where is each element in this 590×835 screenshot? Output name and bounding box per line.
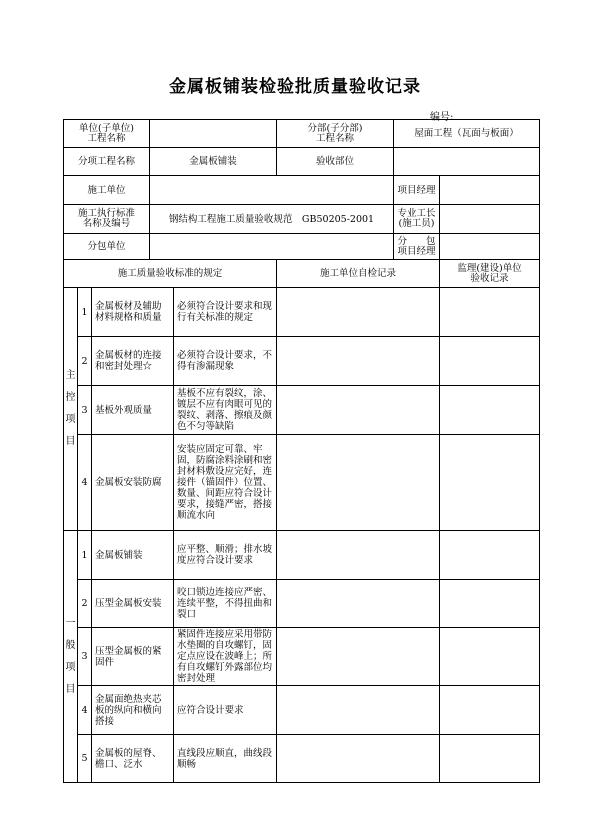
section-label-char: 一 bbox=[65, 617, 76, 629]
sub-division-project-name-field[interactable]: 屋面工程（瓦面与板面） bbox=[394, 120, 540, 148]
main-item-self-check-field[interactable] bbox=[277, 386, 440, 435]
foreman-field[interactable] bbox=[440, 205, 540, 234]
main-item-number: 3 bbox=[78, 386, 92, 435]
standard-name-label: 施工执行标准 名称及编号 bbox=[64, 205, 150, 234]
acceptance-part-label: 验收部位 bbox=[277, 148, 394, 176]
main-item-supervisor-field[interactable] bbox=[440, 435, 540, 531]
section-label-char: 目 bbox=[65, 683, 76, 695]
construction-unit-label: 施工单位 bbox=[64, 176, 150, 205]
main-item-name: 基板外观质量 bbox=[92, 386, 174, 435]
subcontract-unit-field[interactable] bbox=[150, 234, 394, 260]
sub-division-project-name-label: 分部(子分部) 工程名称 bbox=[277, 120, 394, 148]
main-item-requirement: 安装应固定可靠、牢固，防腐涂料涂刷和密封材料敷设应完好，连接件（锚固件）位置、数量、间距应符合设计要求，接缝严密，搭接顺流水向 bbox=[174, 435, 277, 531]
main-item-supervisor-field[interactable] bbox=[440, 288, 540, 337]
unit-project-name-field[interactable] bbox=[150, 120, 277, 148]
project-manager-label: 项目经理 bbox=[394, 176, 440, 205]
general-item-supervisor-field[interactable] bbox=[440, 531, 540, 580]
document-number-label: 编号: bbox=[430, 112, 454, 123]
general-item-number: 5 bbox=[78, 735, 92, 783]
foreman-label: 专业工长 (施工员) bbox=[394, 205, 440, 234]
main-item-name: 金属板材及辅助材料规格和质量 bbox=[92, 288, 174, 337]
unit-project-name-label: 单位(子单位) 工程名称 bbox=[64, 120, 150, 148]
general-item-self-check-field[interactable] bbox=[277, 628, 440, 686]
general-item-supervisor-field[interactable] bbox=[440, 735, 540, 783]
main-item-self-check-field[interactable] bbox=[277, 337, 440, 386]
general-item-number: 3 bbox=[78, 628, 92, 686]
standard-name-field[interactable]: 钢结构工程施工质量验收规范 GB50205-2001 bbox=[150, 205, 394, 234]
sub-item-project-name-label: 分项工程名称 bbox=[64, 148, 150, 176]
subcontract-project-manager-field[interactable] bbox=[440, 234, 540, 260]
general-item-number: 4 bbox=[78, 686, 92, 735]
column-header-supervisor: 监理(建设)单位 验收记录 bbox=[440, 260, 540, 288]
main-item-name: 金属板材的连接和密封处理☆ bbox=[92, 337, 174, 386]
general-item-supervisor-field[interactable] bbox=[440, 686, 540, 735]
general-item-supervisor-field[interactable] bbox=[440, 580, 540, 628]
general-item-self-check-field[interactable] bbox=[277, 531, 440, 580]
general-item-self-check-field[interactable] bbox=[277, 735, 440, 783]
section-label-char: 控 bbox=[65, 392, 76, 403]
general-item-requirement: 紧固件连接应采用带防水垫圈的自攻螺钉，固定点应设在波峰上；所有自攻螺钉外露部位均密封处理 bbox=[174, 628, 277, 686]
acceptance-part-field[interactable] bbox=[394, 148, 540, 176]
column-header-self-check: 施工单位自检记录 bbox=[277, 260, 440, 288]
main-item-self-check-field[interactable] bbox=[277, 435, 440, 531]
section-label-char: 般 bbox=[65, 639, 76, 651]
general-item-self-check-field[interactable] bbox=[277, 580, 440, 628]
subcontract-project-manager-label: 分 包 项目经理 bbox=[394, 234, 440, 260]
main-item-self-check-field[interactable] bbox=[277, 288, 440, 337]
general-item-requirement: 咬口锁边连接应严密、连续平整，不得扭曲和裂口 bbox=[174, 580, 277, 628]
general-item-name: 压型金属板安装 bbox=[92, 580, 174, 628]
general-item-requirement: 直线段应顺直，曲线段顺畅 bbox=[174, 735, 277, 783]
main-item-name: 金属板安装防腐 bbox=[92, 435, 174, 531]
page-title: 金属板铺装检验批质量验收记录 bbox=[169, 77, 421, 97]
general-items-label bbox=[64, 531, 78, 783]
main-item-requirement: 基板不应有裂纹，涂、镀层不应有肉眼可见的裂纹、剥落、擦痕及颜色不匀等缺陷 bbox=[174, 386, 277, 435]
section-label-char: 主 bbox=[65, 370, 76, 381]
general-item-requirement: 应符合设计要求 bbox=[174, 686, 277, 735]
general-item-number: 2 bbox=[78, 580, 92, 628]
construction-unit-field[interactable] bbox=[150, 176, 394, 205]
main-item-supervisor-field[interactable] bbox=[440, 386, 540, 435]
section-label-char: 目 bbox=[65, 436, 76, 447]
general-item-name: 压型金属板的紧固件 bbox=[92, 628, 174, 686]
main-item-number: 4 bbox=[78, 435, 92, 531]
general-item-name: 金属板铺装 bbox=[92, 531, 174, 580]
section-label-char: 项 bbox=[65, 661, 76, 673]
general-item-number: 1 bbox=[78, 531, 92, 580]
main-item-supervisor-field[interactable] bbox=[440, 337, 540, 386]
sub-item-project-name-field[interactable]: 金属板铺装 bbox=[150, 148, 277, 176]
general-item-supervisor-field[interactable] bbox=[440, 628, 540, 686]
main-item-requirement: 必须符合设计要求，不得有渗漏现象 bbox=[174, 337, 277, 386]
general-item-requirement: 应平整、顺滑；排水坡度应符合设计要求 bbox=[174, 531, 277, 580]
column-header-standard: 施工质量验收标准的规定 bbox=[64, 260, 277, 288]
general-item-name: 金属面绝热夹芯板的纵向和横向搭接 bbox=[92, 686, 174, 735]
main-control-items-label bbox=[64, 288, 78, 531]
main-item-requirement: 必须符合设计要求和现行有关标准的规定 bbox=[174, 288, 277, 337]
general-item-self-check-field[interactable] bbox=[277, 686, 440, 735]
subcontract-unit-label: 分包单位 bbox=[64, 234, 150, 260]
main-item-number: 1 bbox=[78, 288, 92, 337]
inspection-record-table bbox=[63, 119, 540, 783]
project-manager-field[interactable] bbox=[440, 176, 540, 205]
main-item-number: 2 bbox=[78, 337, 92, 386]
general-item-name: 金属板的屋脊、檐口、泛水 bbox=[92, 735, 174, 783]
section-label-char: 项 bbox=[65, 414, 76, 425]
